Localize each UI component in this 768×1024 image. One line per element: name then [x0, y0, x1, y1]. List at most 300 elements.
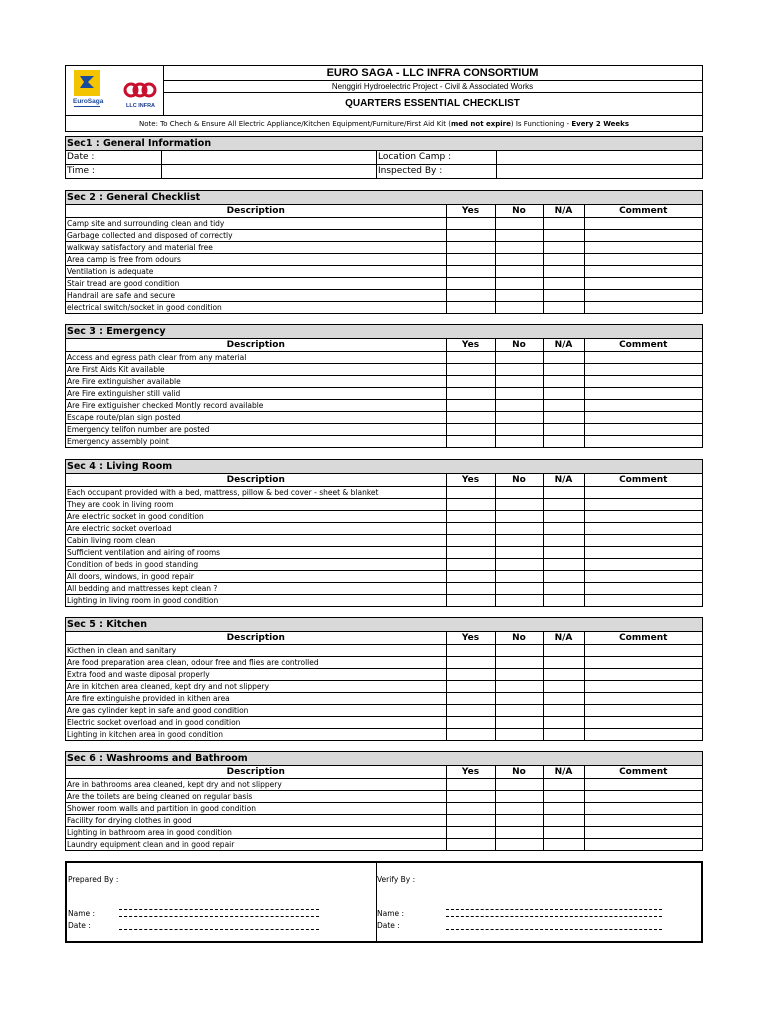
comment-cell[interactable] [584, 523, 702, 535]
item-description: Cabin living room clean [66, 535, 446, 547]
no-cell[interactable] [495, 218, 543, 230]
logo2-text: LLC INFRA [126, 103, 156, 109]
company-name: EURO SAGA - LLC INFRA CONSORTIUM [163, 66, 702, 81]
item-description: Lighting in bathroom area in good condition [66, 827, 446, 839]
comment-cell[interactable] [584, 791, 702, 803]
comment-cell[interactable] [584, 547, 702, 559]
table-row [66, 290, 702, 302]
no-cell[interactable] [495, 254, 543, 266]
col-yes: Yes [446, 632, 495, 645]
comment-cell[interactable] [584, 815, 702, 827]
comment-cell[interactable] [584, 729, 702, 741]
na-cell[interactable] [543, 278, 584, 290]
comment-cell[interactable] [584, 693, 702, 705]
table-row [66, 511, 702, 523]
item-description: Are electric socket in good condition [66, 511, 446, 523]
table-row [66, 705, 702, 717]
item-description: Emergency telifon number are posted [66, 424, 446, 436]
yes-cell[interactable] [446, 815, 495, 827]
no-cell[interactable] [495, 827, 543, 839]
yes-cell[interactable] [446, 791, 495, 803]
verify-name-line[interactable] [446, 909, 662, 910]
prepared-date-line[interactable] [119, 929, 319, 930]
note-prefix: Note: To Chech & Ensure All Electric Appliance/Kitchen Equipment/Furniture/First Aid Kit ( [139, 120, 451, 128]
na-cell[interactable] [543, 412, 584, 424]
comment-cell[interactable] [584, 657, 702, 669]
na-cell[interactable] [543, 388, 584, 400]
checklist-section-5 [65, 617, 703, 741]
na-cell[interactable] [543, 218, 584, 230]
na-cell[interactable] [543, 254, 584, 266]
logo-cell [66, 66, 164, 115]
col-no: No [495, 339, 543, 352]
col-description: Description [66, 205, 446, 218]
prepared-name-line-2 [119, 916, 319, 917]
yes-cell[interactable] [446, 571, 495, 583]
time-label: Time : [67, 166, 95, 176]
table-row [66, 278, 702, 290]
no-cell[interactable] [495, 693, 543, 705]
table-row [66, 436, 702, 448]
item-description: Ventilation is adequate [66, 266, 446, 278]
table-row [66, 547, 702, 559]
comment-cell[interactable] [584, 290, 702, 302]
item-description: Laundry equipment clean and in good repair [66, 839, 446, 851]
item-description: Each occupant provided with a bed, mattress, pillow & bed cover - sheet & blanket [66, 487, 446, 499]
na-cell[interactable] [543, 571, 584, 583]
na-cell[interactable] [543, 523, 584, 535]
yes-cell[interactable] [446, 827, 495, 839]
na-cell[interactable] [543, 400, 584, 412]
table-row [66, 681, 702, 693]
section-title: Sec 4 : Living Room [66, 460, 702, 474]
no-cell[interactable] [495, 839, 543, 851]
table-row [66, 230, 702, 242]
table-row [66, 218, 702, 230]
item-description: Are Fire extinguisher available [66, 376, 446, 388]
yes-cell[interactable] [446, 803, 495, 815]
no-cell[interactable] [495, 400, 543, 412]
item-description: Garbage collected and disposed of correctly [66, 230, 446, 242]
no-cell[interactable] [495, 571, 543, 583]
na-cell[interactable] [543, 352, 584, 364]
comment-cell[interactable] [584, 839, 702, 851]
no-cell[interactable] [495, 523, 543, 535]
item-description: walkway satisfactory and material free [66, 242, 446, 254]
yes-cell[interactable] [446, 230, 495, 242]
document-header [65, 65, 703, 116]
na-cell[interactable] [543, 645, 584, 657]
table-row [66, 645, 702, 657]
no-cell[interactable] [495, 511, 543, 523]
no-cell[interactable] [495, 645, 543, 657]
instruction-note [65, 116, 703, 132]
yes-cell[interactable] [446, 511, 495, 523]
na-cell[interactable] [543, 779, 584, 791]
na-cell[interactable] [543, 595, 584, 607]
item-description: All bedding and mattresses kept clean ? [66, 583, 446, 595]
yes-cell[interactable] [446, 436, 495, 448]
col-na: N/A [543, 474, 584, 487]
prepared-label: Prepared By : [68, 875, 119, 884]
comment-cell[interactable] [584, 376, 702, 388]
no-cell[interactable] [495, 669, 543, 681]
no-cell[interactable] [495, 230, 543, 242]
col-yes: Yes [446, 339, 495, 352]
table-row [66, 657, 702, 669]
no-cell[interactable] [495, 681, 543, 693]
yes-cell[interactable] [446, 583, 495, 595]
table-row [66, 242, 702, 254]
comment-cell[interactable] [584, 424, 702, 436]
na-cell[interactable] [543, 302, 584, 314]
prepared-block [67, 863, 377, 941]
comment-cell[interactable] [584, 230, 702, 242]
inspected-label: Inspected By : [378, 166, 443, 176]
comment-cell[interactable] [584, 803, 702, 815]
na-cell[interactable] [543, 705, 584, 717]
col-no: No [495, 474, 543, 487]
item-description: Emergency assembly point [66, 436, 446, 448]
col-na: N/A [543, 766, 584, 779]
yes-cell[interactable] [446, 681, 495, 693]
no-cell[interactable] [495, 815, 543, 827]
comment-cell[interactable] [584, 595, 702, 607]
col-comment: Comment [584, 474, 702, 487]
comment-cell[interactable] [584, 827, 702, 839]
verify-date-line[interactable] [446, 929, 662, 930]
table-row [66, 388, 702, 400]
yes-cell[interactable] [446, 388, 495, 400]
col-na: N/A [543, 632, 584, 645]
col-comment: Comment [584, 339, 702, 352]
comment-cell[interactable] [584, 487, 702, 499]
table-row [66, 729, 702, 741]
yes-cell[interactable] [446, 839, 495, 851]
item-description: Lighting in living room in good condition [66, 595, 446, 607]
na-cell[interactable] [543, 499, 584, 511]
comment-cell[interactable] [584, 645, 702, 657]
comment-cell[interactable] [584, 302, 702, 314]
comment-cell[interactable] [584, 779, 702, 791]
table-row [66, 559, 702, 571]
item-description: Are fire extinguishe provided in kithen area [66, 693, 446, 705]
yes-cell[interactable] [446, 705, 495, 717]
na-cell[interactable] [543, 693, 584, 705]
na-cell[interactable] [543, 436, 584, 448]
na-cell[interactable] [543, 827, 584, 839]
col-description: Description [66, 766, 446, 779]
no-cell[interactable] [495, 364, 543, 376]
na-cell[interactable] [543, 803, 584, 815]
yes-cell[interactable] [446, 535, 495, 547]
yes-cell[interactable] [446, 400, 495, 412]
na-cell[interactable] [543, 266, 584, 278]
no-cell[interactable] [495, 290, 543, 302]
llc-infra-logo [122, 80, 158, 110]
item-description: Facility for drying clothes in good [66, 815, 446, 827]
yes-cell[interactable] [446, 376, 495, 388]
yes-cell[interactable] [446, 595, 495, 607]
yes-cell[interactable] [446, 424, 495, 436]
table-row [66, 791, 702, 803]
na-cell[interactable] [543, 815, 584, 827]
no-cell[interactable] [495, 595, 543, 607]
na-cell[interactable] [543, 583, 584, 595]
table-row [66, 412, 702, 424]
table-row [66, 839, 702, 851]
yes-cell[interactable] [446, 218, 495, 230]
table-row [66, 595, 702, 607]
comment-cell[interactable] [584, 278, 702, 290]
yes-cell[interactable] [446, 302, 495, 314]
table-row [66, 535, 702, 547]
comment-cell[interactable] [584, 254, 702, 266]
no-cell[interactable] [495, 547, 543, 559]
table-row [66, 815, 702, 827]
na-cell[interactable] [543, 230, 584, 242]
na-cell[interactable] [543, 290, 584, 302]
table-row [66, 302, 702, 314]
table-row [66, 254, 702, 266]
document-title: QUARTERS ESSENTIAL CHECKLIST [345, 98, 520, 109]
na-cell[interactable] [543, 681, 584, 693]
item-description: Are in bathrooms area cleaned, kept dry and not slippery [66, 779, 446, 791]
col-comment: Comment [584, 632, 702, 645]
location-label: Location Camp : [378, 152, 452, 162]
section-title: Sec 6 : Washrooms and Bathroom [66, 752, 702, 766]
item-description: Are gas cylinder kept in safe and good condition [66, 705, 446, 717]
table-row [66, 803, 702, 815]
comment-cell[interactable] [584, 388, 702, 400]
item-description: Stair tread are good condition [66, 278, 446, 290]
yes-cell[interactable] [446, 657, 495, 669]
signature-block [65, 861, 703, 943]
time-row [66, 165, 702, 178]
comment-cell[interactable] [584, 669, 702, 681]
na-cell[interactable] [543, 487, 584, 499]
na-cell[interactable] [543, 535, 584, 547]
note-bold2: Every 2 Weeks [571, 120, 629, 128]
no-cell[interactable] [495, 352, 543, 364]
verify-name-label: Name : [377, 909, 405, 918]
no-cell[interactable] [495, 487, 543, 499]
item-description: electrical switch/socket in good condition [66, 302, 446, 314]
comment-cell[interactable] [584, 583, 702, 595]
col-na: N/A [543, 205, 584, 218]
table-row [66, 266, 702, 278]
item-description: Escape route/plan sign posted [66, 412, 446, 424]
project-name: Nenggiri Hydroelectric Project - Civil & Associated Works [163, 81, 702, 93]
table-row [66, 779, 702, 791]
na-cell[interactable] [543, 839, 584, 851]
yes-cell[interactable] [446, 352, 495, 364]
yes-cell[interactable] [446, 559, 495, 571]
comment-cell[interactable] [584, 218, 702, 230]
no-cell[interactable] [495, 388, 543, 400]
table-row [66, 523, 702, 535]
yes-cell[interactable] [446, 364, 495, 376]
item-description: Are in kitchen area cleaned, kept dry and not slippery [66, 681, 446, 693]
item-description: Handrail are safe and secure [66, 290, 446, 302]
item-description: Kicthen in clean and sanitary [66, 645, 446, 657]
comment-cell[interactable] [584, 242, 702, 254]
verify-label: Verify By : [377, 875, 416, 884]
item-description: Are electric socket overload [66, 523, 446, 535]
yes-cell[interactable] [446, 547, 495, 559]
table-row [66, 364, 702, 376]
col-description: Description [66, 339, 446, 352]
item-description: Extra food and waste diposal properly [66, 669, 446, 681]
na-cell[interactable] [543, 791, 584, 803]
yes-cell[interactable] [446, 669, 495, 681]
verify-date-label: Date : [377, 921, 400, 930]
no-cell[interactable] [495, 436, 543, 448]
no-cell[interactable] [495, 779, 543, 791]
item-description: Shower room walls and partition in good condition [66, 803, 446, 815]
date-row [66, 151, 702, 165]
na-cell[interactable] [543, 424, 584, 436]
yes-cell[interactable] [446, 645, 495, 657]
item-description: Sufficient ventilation and airing of rooms [66, 547, 446, 559]
item-description: Are the toilets are being cleaned on regular basis [66, 791, 446, 803]
no-cell[interactable] [495, 424, 543, 436]
comment-cell[interactable] [584, 412, 702, 424]
verify-block [376, 863, 685, 941]
yes-cell[interactable] [446, 290, 495, 302]
yes-cell[interactable] [446, 499, 495, 511]
yes-cell[interactable] [446, 779, 495, 791]
yes-cell[interactable] [446, 242, 495, 254]
comment-cell[interactable] [584, 559, 702, 571]
table-row [66, 571, 702, 583]
col-description: Description [66, 474, 446, 487]
no-cell[interactable] [495, 535, 543, 547]
prepared-name-line[interactable] [119, 909, 319, 910]
no-cell[interactable] [495, 278, 543, 290]
table-row [66, 669, 702, 681]
na-cell[interactable] [543, 242, 584, 254]
na-cell[interactable] [543, 364, 584, 376]
item-description: Are Fire extiguisher checked Montly record available [66, 400, 446, 412]
item-description: Access and egress path clear from any material [66, 352, 446, 364]
table-row [66, 376, 702, 388]
comment-cell[interactable] [584, 364, 702, 376]
table-row [66, 499, 702, 511]
item-description: Are Fire extinguisher still valid [66, 388, 446, 400]
table-row [66, 400, 702, 412]
na-cell[interactable] [543, 511, 584, 523]
na-cell[interactable] [543, 547, 584, 559]
table-row [66, 583, 702, 595]
comment-cell[interactable] [584, 681, 702, 693]
yes-cell[interactable] [446, 487, 495, 499]
col-yes: Yes [446, 205, 495, 218]
section-title: Sec 3 : Emergency [66, 325, 702, 339]
comment-cell[interactable] [584, 535, 702, 547]
no-cell[interactable] [495, 791, 543, 803]
checklist-section-6 [65, 751, 703, 851]
no-cell[interactable] [495, 705, 543, 717]
col-description: Description [66, 632, 446, 645]
yes-cell[interactable] [446, 523, 495, 535]
no-cell[interactable] [495, 302, 543, 314]
col-comment: Comment [584, 766, 702, 779]
no-cell[interactable] [495, 499, 543, 511]
table-row [66, 424, 702, 436]
na-cell[interactable] [543, 657, 584, 669]
no-cell[interactable] [495, 559, 543, 571]
na-cell[interactable] [543, 717, 584, 729]
yes-cell[interactable] [446, 717, 495, 729]
comment-cell[interactable] [584, 499, 702, 511]
comment-cell[interactable] [584, 511, 702, 523]
table-row [66, 717, 702, 729]
comment-cell[interactable] [584, 571, 702, 583]
comment-cell[interactable] [584, 400, 702, 412]
item-description: They are cook in living room [66, 499, 446, 511]
no-cell[interactable] [495, 729, 543, 741]
col-no: No [495, 632, 543, 645]
table-row [66, 352, 702, 364]
comment-cell[interactable] [584, 436, 702, 448]
no-cell[interactable] [495, 717, 543, 729]
item-description: Condition of beds in good standing [66, 559, 446, 571]
yes-cell[interactable] [446, 254, 495, 266]
no-cell[interactable] [495, 376, 543, 388]
checklist-section-3 [65, 324, 703, 448]
col-no: No [495, 205, 543, 218]
na-cell[interactable] [543, 376, 584, 388]
no-cell[interactable] [495, 412, 543, 424]
item-description: Electric socket overload and in good condition [66, 717, 446, 729]
item-description: Camp site and surrounding clean and tidy [66, 218, 446, 230]
col-yes: Yes [446, 474, 495, 487]
prepared-name-label: Name : [68, 909, 96, 918]
na-cell[interactable] [543, 669, 584, 681]
note-bold1: med not expire [450, 120, 511, 128]
verify-name-line-2 [446, 916, 662, 917]
na-cell[interactable] [543, 729, 584, 741]
note-middle: ) Is Functioning - [510, 120, 572, 128]
no-cell[interactable] [495, 266, 543, 278]
no-cell[interactable] [495, 803, 543, 815]
comment-cell[interactable] [584, 266, 702, 278]
col-comment: Comment [584, 205, 702, 218]
yes-cell[interactable] [446, 729, 495, 741]
yes-cell[interactable] [446, 693, 495, 705]
no-cell[interactable] [495, 242, 543, 254]
yes-cell[interactable] [446, 266, 495, 278]
comment-cell[interactable] [584, 352, 702, 364]
eurosaga-logo [72, 70, 106, 110]
na-cell[interactable] [543, 559, 584, 571]
no-cell[interactable] [495, 583, 543, 595]
yes-cell[interactable] [446, 412, 495, 424]
logo1-text: EuroSaga [73, 98, 104, 105]
section-title: Sec 2 : General Checklist [66, 191, 702, 205]
table-row [66, 827, 702, 839]
no-cell[interactable] [495, 657, 543, 669]
col-no: No [495, 766, 543, 779]
item-description: Are First Aids Kit available [66, 364, 446, 376]
yes-cell[interactable] [446, 278, 495, 290]
date-label: Date : [67, 152, 95, 162]
col-yes: Yes [446, 766, 495, 779]
comment-cell[interactable] [584, 717, 702, 729]
item-description: All doors, windows, in good repair [66, 571, 446, 583]
comment-cell[interactable] [584, 705, 702, 717]
